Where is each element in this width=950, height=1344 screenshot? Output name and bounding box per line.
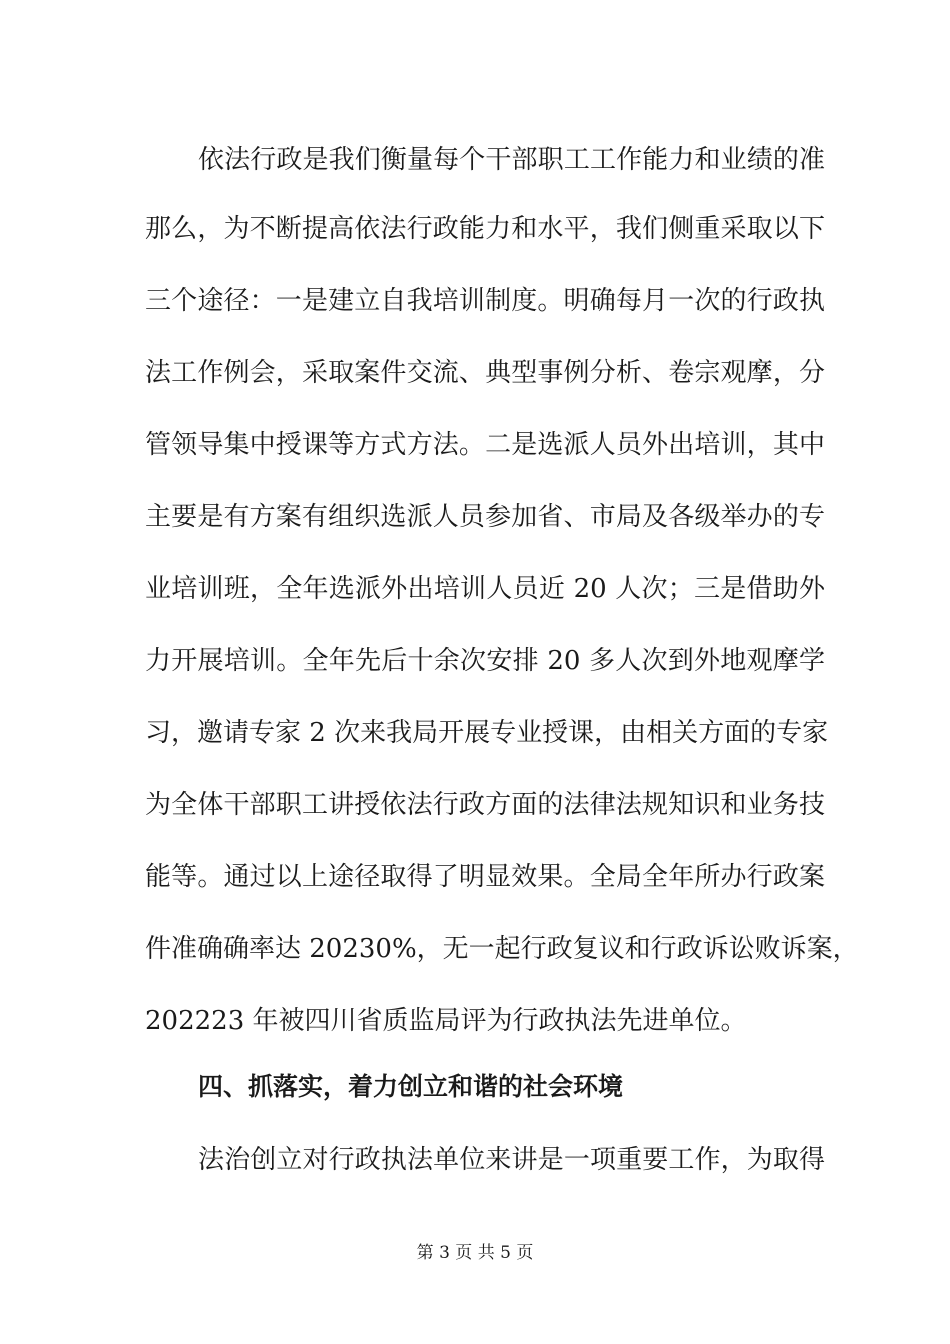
paragraph-line: 习，邀请专家 2 次来我局开展专业授课，由相关方面的专家 [145,718,829,748]
section-heading: 四、抓落实，着力创立和谐的社会环境 [198,1072,624,1101]
paragraph-line: 法治创立对行政执法单位来讲是一项重要工作，为取得 [198,1145,825,1175]
paragraph-line: 为全体干部职工讲授依法行政方面的法律法规知识和业务技 [145,790,825,820]
paragraph-line: 202223 年被四川省质监局评为行政执法先进单位。 [145,1006,747,1036]
paragraph-line: 三个途径：一是建立自我培训制度。明确每月一次的行政执 [145,286,825,316]
paragraph-line: 那么，为不断提高依法行政能力和水平，我们侧重采取以下 [145,214,825,244]
paragraph-line: 件准确确率达 20230%，无一起行政复议和行政诉讼败诉案， [145,934,859,964]
paragraph-line: 依法行政是我们衡量每个干部职工工作能力和业绩的准 [198,145,825,175]
paragraph-line: 能等。通过以上途径取得了明显效果。全局全年所办行政案 [145,862,825,892]
paragraph-line: 法工作例会，采取案件交流、典型事例分析、卷宗观摩，分 [145,358,825,388]
page-footer: 第 3 页 共 5 页 [416,1243,534,1263]
paragraph-line: 业培训班，全年选派外出培训人员近 20 人次；三是借助外 [145,574,825,604]
paragraph-line: 管领导集中授课等方式方法。二是选派人员外出培训，其中 [145,430,825,460]
paragraph-line: 力开展培训。全年先后十余次安排 20 多人次到外地观摩学 [145,646,825,676]
paragraph-line: 主要是有方案有组织选派人员参加省、市局及各级举办的专 [145,502,825,532]
